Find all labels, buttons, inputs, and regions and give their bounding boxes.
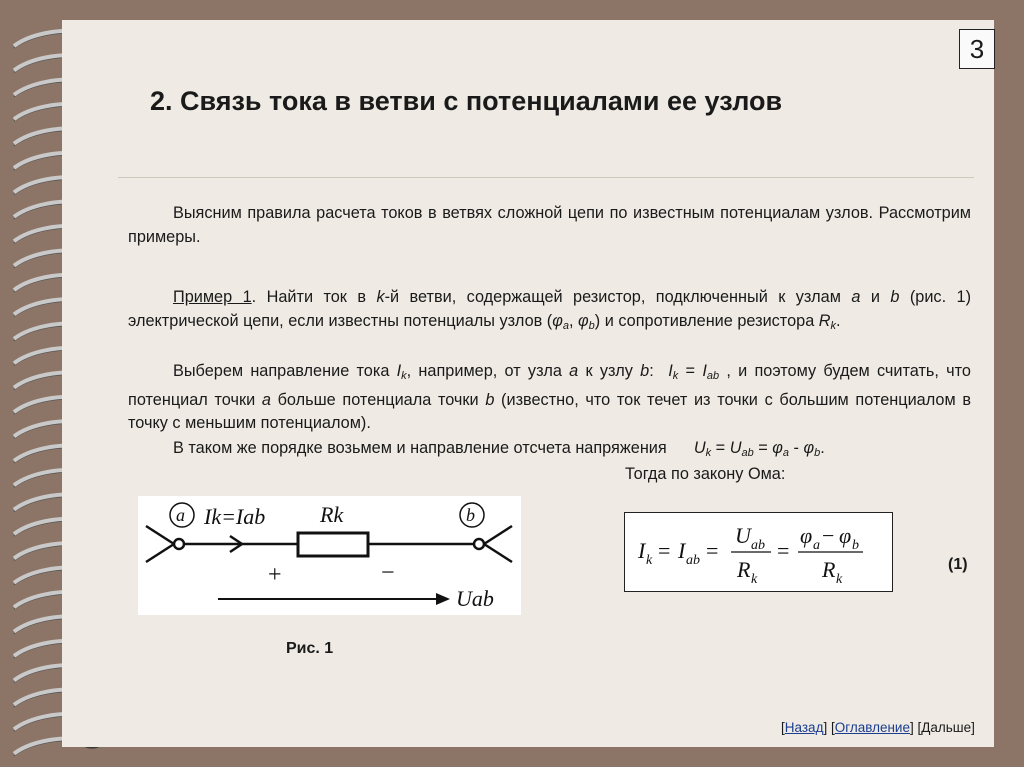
voltage-paragraph: В таком же порядке возьмем и направление отсчета напряжения $U_k = U_{ab} = \varphi_a - \varphi_b$. (173, 439, 825, 459)
svg-text:ab: ab (751, 538, 765, 553)
svg-text:φ: φ (800, 523, 813, 548)
resistor-label: Rk (320, 502, 344, 527)
toc-link[interactable]: Оглавление (834, 720, 910, 735)
wire-right-lower (484, 544, 512, 562)
minus-sign: − (381, 560, 395, 586)
resistor (298, 533, 368, 556)
back-link[interactable]: Назад (784, 720, 824, 735)
plus-sign: + (268, 562, 282, 588)
svg-text:a: a (813, 538, 820, 553)
svg-text:k: k (646, 553, 653, 568)
svg-text:R: R (737, 557, 751, 582)
svg-text:ab: ab (686, 553, 700, 568)
svg-text:R: R (822, 557, 836, 582)
page-title: 2. Связь тока в ветви с потенциалами ее узлов (150, 86, 783, 116)
wire-left-upper (146, 526, 174, 544)
example-label: Пример 1 (173, 288, 252, 306)
svg-text:k: k (836, 572, 843, 587)
direction-paragraph: Выберем направление тока $I_k$, например, от узла a к узлу b: $I_k = I_{ab}$ , и поэтому будем считать, что потенциал точки a больше потенциала точки b (известно, что ток течет из точки с большим потенциалом в точку с меньшим потенциалом). (128, 362, 971, 432)
node-b-terminal (474, 539, 484, 549)
navigation-bar: [Назад] [Оглавление] [Дальше] (781, 720, 975, 735)
example-paragraph: Пример 1. Найти ток в k-й ветви, содержащей резистор, подключенный к узлам a и b (рис. 1) электрической цепи, если известны потенциалы узлов ($\varphi_a$, $\varphi_b$) и сопротивление резистора $R_k$. (128, 288, 971, 332)
node-a-terminal (174, 539, 184, 549)
svg-text:−: − (822, 523, 835, 548)
intro-paragraph (128, 202, 971, 249)
svg-text:I: I (638, 538, 646, 563)
svg-text:=: = (777, 538, 790, 563)
circuit-figure (138, 496, 521, 615)
title-divider (118, 177, 974, 178)
svg-text:k: k (751, 572, 758, 587)
svg-text:U: U (735, 523, 751, 548)
node-b-label: b (466, 505, 475, 525)
figure-caption: Рис. 1 (286, 640, 334, 657)
next-link[interactable]: Дальше (921, 720, 972, 735)
ohm-formula-box (624, 512, 893, 592)
voltage-arrow-head (436, 593, 450, 605)
page-number: 3 (959, 29, 995, 69)
svg-text:φ: φ (839, 523, 852, 548)
intro-text: Выясним правила расчета токов в ветвях сложной цепи по известным потенциалам узлов. Рассмотрим примеры. (128, 204, 971, 246)
node-a-label: a (176, 505, 185, 525)
wire-left-lower (146, 544, 174, 562)
equation-number: (1) (948, 556, 968, 573)
wire-right-upper (484, 526, 512, 544)
svg-text:=: = (706, 538, 719, 563)
svg-text:b: b (852, 538, 859, 553)
current-label: Ik=Iab (204, 504, 266, 529)
svg-text:I: I (678, 538, 686, 563)
ohm-law-intro: Тогда по закону Ома: (625, 465, 786, 483)
voltage-label: Uab (456, 586, 494, 611)
svg-text:=: = (658, 538, 671, 563)
